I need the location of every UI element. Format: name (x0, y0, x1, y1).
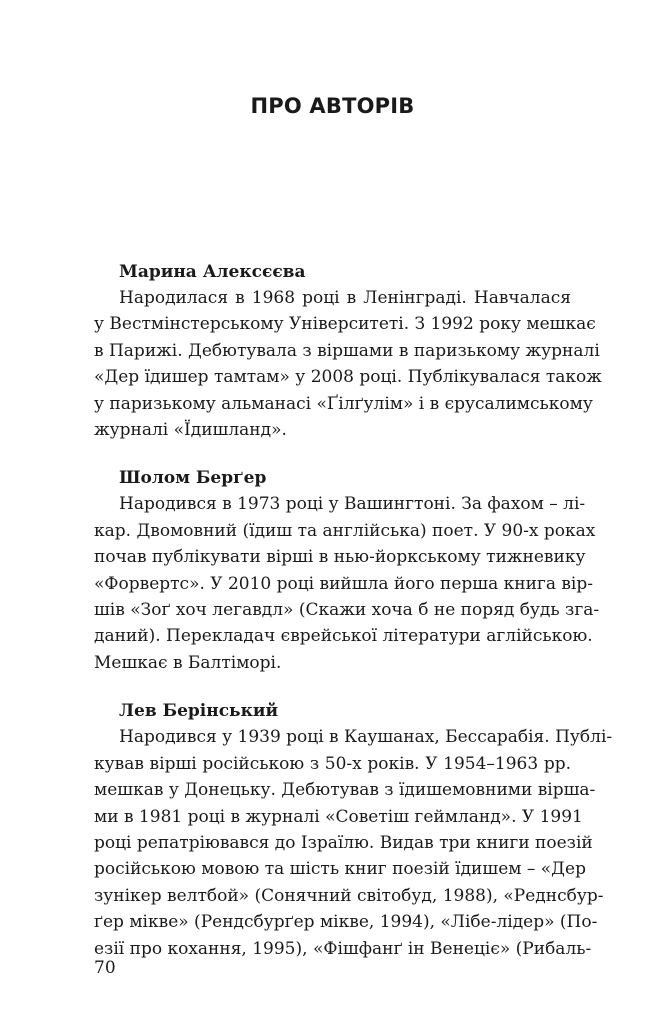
bio-line: почав публікувати вірші в нью-йоркському тижневику (94, 547, 586, 568)
bio-line: Народився в 1973 році у Вашингтоні. За фахом – лі- (119, 494, 586, 515)
bio-line: «Форвертс». У 2010 році вийшла його перша книга вір- (94, 573, 593, 594)
bio-line: кував вірші російською з 50-х років. У 1954–1963 рр. (94, 753, 571, 774)
bio-line: Мешкає в Балтіморі. (94, 652, 282, 673)
author-name: Лев Берінський (119, 701, 279, 722)
bio-line: ми в 1981 році в журналі «Советіш геймланд». У 1991 (94, 806, 583, 827)
bio-line: зунікер велтбой» (Сонячний світобуд, 1988), «Реднсбур- (94, 885, 604, 906)
page-number: 70 (94, 958, 116, 978)
author-name: Шолом Берґер (119, 468, 267, 489)
bio-line: ґер мікве» (Рендсбурґер мікве, 1994), «Лібе-лідер» (По- (94, 912, 598, 933)
bio-line: російською мовою та шість книг поезій їдишем – «Дер (94, 859, 586, 880)
bio-line: шів «Зоґ хоч легавдл» (Скажи хоча б не поряд будь зга- (94, 600, 600, 621)
author-bio (94, 491, 600, 676)
authors-list (94, 259, 613, 984)
bio-line: році репатріювався до Ізраїлю. Видав три книги поезій (94, 832, 593, 853)
page-title: ПРО АВТОРІВ (250, 94, 415, 118)
bio-line: у паризькому альманасі «Ґілґулім» і в єрусалимському (94, 393, 593, 414)
bio-line: мешкав у Донецьку. Дебютував з їдишемовними вірша- (94, 780, 596, 801)
author-bio (94, 285, 602, 443)
author-entry (94, 698, 613, 962)
bio-line: у Вестмінстерському Університеті. З 1992 року мешкає (94, 314, 596, 335)
bio-line: журналі «Їдишланд». (94, 420, 287, 441)
bio-line: кар. Двомовний (їдиш та англійська) поет. У 90-х роках (94, 520, 596, 541)
bio-line: «Дер їдишер тамтам» у 2008 році. Публікувалася також (94, 367, 602, 388)
author-entry (94, 465, 600, 676)
author-bio (94, 724, 613, 962)
bio-line: езії про кохання, 1995), «Фішфанґ ін Венеціє» (Рибаль- (94, 938, 592, 959)
bio-line: Народилася в 1968 році в Ленінграді. Навчалася (119, 288, 571, 308)
author-name: Марина Алексєєва (119, 262, 306, 282)
bio-line: даний). Перекладач єврейської літератури аглійською. (94, 626, 593, 647)
bio-line: в Парижі. Дебютувала з віршами в паризькому журналі (94, 340, 600, 361)
author-entry (94, 259, 602, 443)
bio-line: Народився у 1939 році в Каушанах, Бессарабія. Публі- (119, 727, 613, 748)
